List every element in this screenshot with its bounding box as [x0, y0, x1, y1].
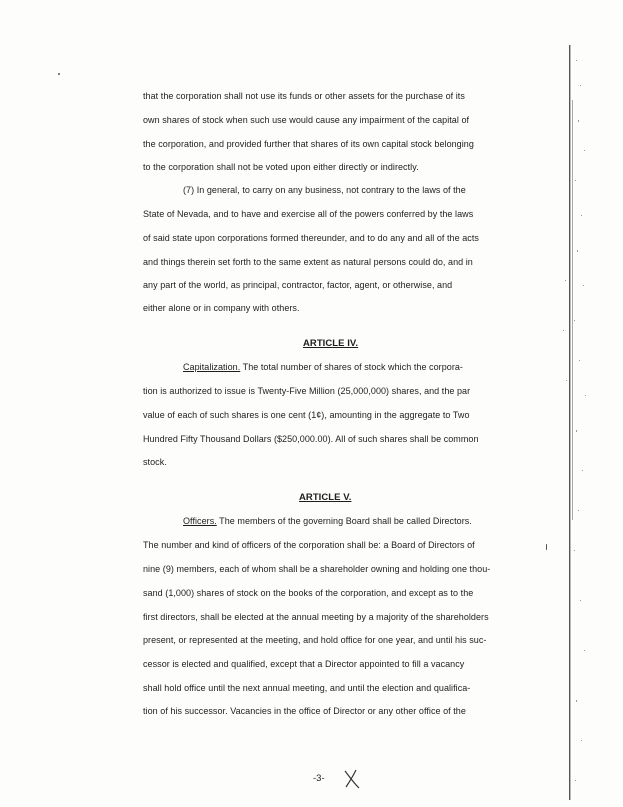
body-line: value of each of such shares is one cent (1¢), amounting in the aggregate to Two [143, 410, 470, 420]
stray-speck [58, 73, 60, 75]
article-five-lead [183, 516, 472, 526]
body-line: either alone or in company with others. [143, 303, 300, 313]
body-line: stock. [143, 457, 167, 467]
body-line: (7) In general, to carry on any business, not contrary to the laws of the [183, 185, 466, 195]
handwritten-x-mark-icon [342, 768, 362, 790]
article-four-lead-text: The total number of shares of stock which the corpora- [240, 362, 463, 372]
body-line: The number and kind of officers of the corporation shall be: a Board of Directors of [143, 540, 475, 550]
officers-title: Officers. [183, 516, 217, 526]
capitalization-title: Capitalization. [183, 362, 241, 372]
article-five-heading: ARTICLE V. [299, 492, 352, 503]
body-line: tion is authorized to issue is Twenty-Five Million (25,000,000) shares, and the par [143, 386, 471, 396]
body-line: shall hold office until the next annual meeting, and until the election and qualifica- [143, 683, 471, 693]
body-line: tion of his successor. Vacancies in the office of Director or any other office of the [143, 706, 466, 716]
body-line: of said state upon corporations formed thereunder, and to do any and all of the acts [143, 233, 479, 243]
body-line: State of Nevada, and to have and exercise all of the powers conferred by the laws [143, 209, 474, 219]
body-line: that the corporation shall not use its funds or other assets for the purchase of its [143, 91, 465, 101]
article-four-lead [183, 362, 463, 372]
body-line: own shares of stock when such use would cause any impairment of the capital of [143, 115, 470, 125]
body-line: first directors, shall be elected at the annual meeting by a majority of the shareholders [143, 612, 489, 622]
article-four-heading: ARTICLE IV. [303, 338, 359, 349]
page-number: -3- [313, 773, 325, 784]
body-line: the corporation, and provided further that shares of its own capital stock belonging [143, 139, 474, 149]
scan-binding-edge [560, 40, 623, 807]
body-line: to the corporation shall not be voted upon either directly or indirectly. [143, 162, 419, 172]
body-line: nine (9) members, each of whom shall be a shareholder owning and holding one thou- [143, 564, 491, 574]
article-five-lead-text: The members of the governing Board shall be called Directors. [216, 516, 472, 526]
body-line: and things therein set forth to the same extent as natural persons could do, and in [143, 257, 473, 267]
stray-speck [546, 544, 547, 550]
body-line: Hundred Fifty Thousand Dollars ($250,000.00). All of such shares shall be common [143, 434, 479, 444]
body-line: cessor is elected and qualified, except that a Director appointed to fill a vacancy [143, 659, 465, 669]
body-line: any part of the world, as principal, contractor, factor, agent, or otherwise, and [143, 280, 453, 290]
body-line: present, or represented at the meeting, and hold office for one year, and until his suc- [143, 635, 487, 645]
body-line: sand (1,000) shares of stock on the books of the corporation, and except as to the [143, 588, 474, 598]
